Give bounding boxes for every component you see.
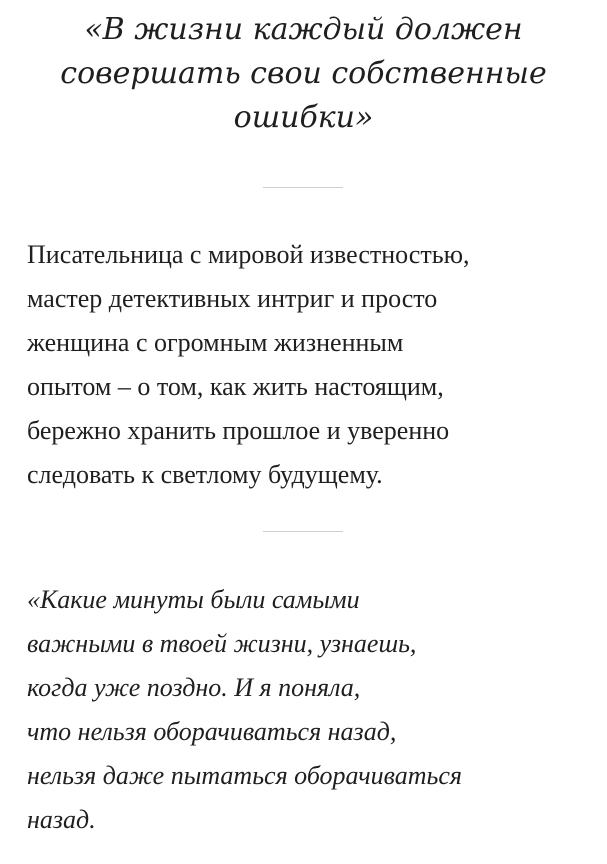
quote-line: важными в твоей жизни, узнаешь, bbox=[27, 629, 417, 658]
lead-line: женщина с огромным жизненным bbox=[27, 328, 404, 357]
section-divider bbox=[263, 187, 343, 188]
quote-line: «Какие минуты были самыми bbox=[27, 585, 360, 614]
headline-line: совершать свои собственные bbox=[60, 56, 547, 91]
article-quote bbox=[27, 578, 587, 842]
lead-line: Писательница с мировой известностью, bbox=[27, 240, 470, 269]
quote-line: когда уже поздно. И я поняла, bbox=[27, 673, 361, 702]
section-divider bbox=[263, 531, 343, 532]
lead-line: опытом – о том, как жить настоящим, bbox=[27, 372, 444, 401]
article-headline bbox=[20, 8, 587, 140]
quote-line: что нельзя оборачиваться назад, bbox=[27, 717, 397, 746]
article-lead bbox=[27, 233, 587, 497]
headline-line: «В жизни каждый должен bbox=[84, 12, 523, 47]
lead-line: следовать к светлому будущему. bbox=[27, 460, 383, 489]
quote-line: нельзя даже пытаться оборачиваться bbox=[27, 761, 462, 790]
quote-line: назад. bbox=[27, 805, 96, 834]
headline-line: ошибки» bbox=[233, 100, 374, 135]
lead-line: бережно хранить прошлое и уверенно bbox=[27, 416, 450, 445]
lead-line: мастер детективных интриг и просто bbox=[27, 284, 438, 313]
